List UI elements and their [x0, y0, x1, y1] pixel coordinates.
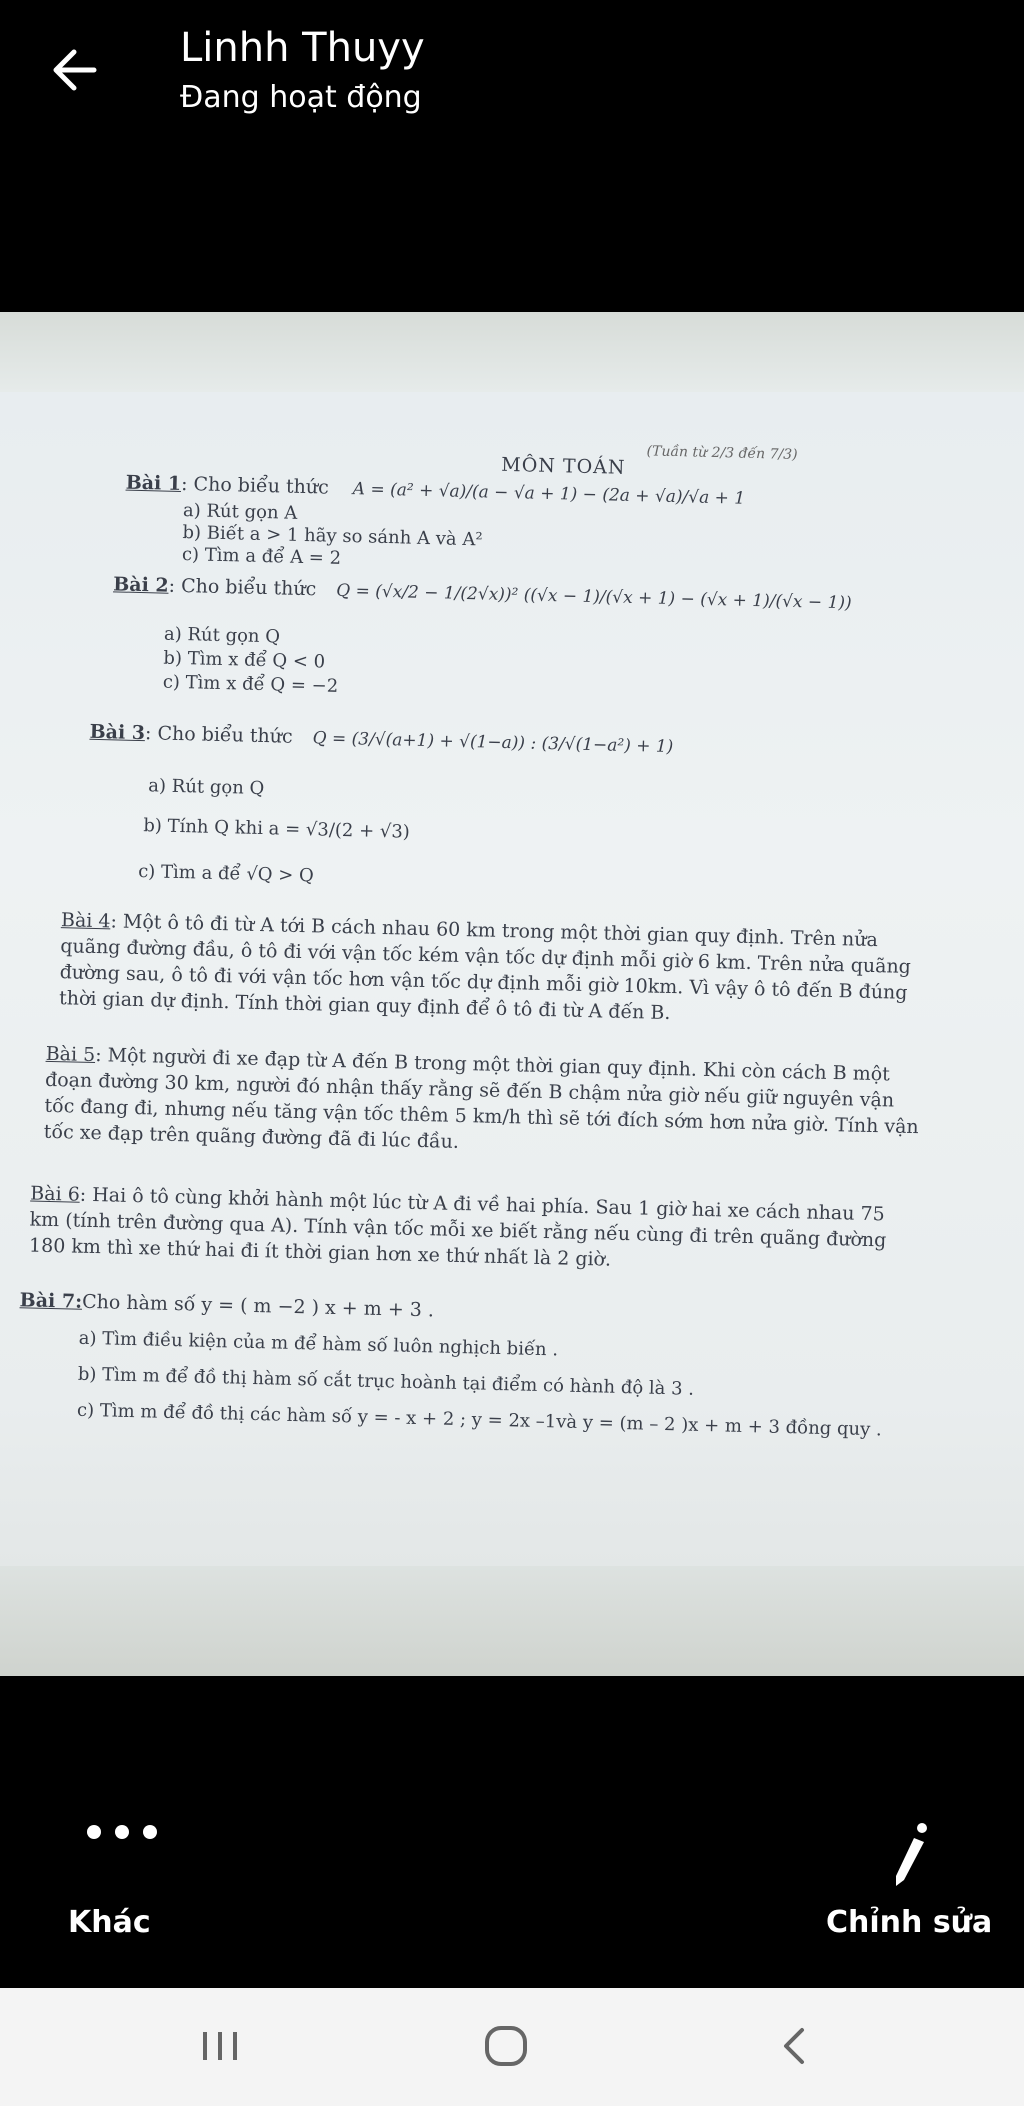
system-nav-bar — [0, 1988, 1024, 2106]
exercise-6-title: Bài 6 — [30, 1182, 81, 1206]
home-button[interactable] — [456, 2008, 556, 2084]
worksheet-page — [0, 312, 1024, 1676]
exercise-5-title: Bài 5 — [45, 1042, 96, 1067]
exercise-3 — [89, 720, 673, 759]
exercise-7 — [19, 1288, 434, 1322]
exercise-2-item-b: b) Tìm x để Q < 0 — [163, 647, 326, 673]
exercise-2-title: Bài 2 — [112, 573, 169, 597]
exercise-7-title: Bài 7: — [19, 1289, 83, 1313]
exercise-7-item-a: a) Tìm điều kiện của m để hàm số luôn nghịch biến . — [78, 1327, 559, 1361]
exercise-1-item-c: c) Tìm a để A = 2 — [181, 544, 342, 569]
exercise-2 — [113, 572, 852, 615]
exercise-6 — [29, 1180, 911, 1279]
week-note: (Tuần từ 2/3 đến 7/3) — [646, 443, 798, 464]
exercise-2-item-c: c) Tìm x để Q = −2 — [162, 671, 339, 697]
edit-label[interactable]: Chỉnh sửa — [826, 1905, 993, 1940]
chat-header — [0, 0, 1024, 140]
more-dots-icon — [82, 1820, 162, 1844]
exercise-1-item-b: b) Biết a > 1 hãy so sánh A và A² — [182, 522, 483, 551]
photo-viewer[interactable] — [0, 312, 1024, 1676]
recents-icon — [197, 2026, 243, 2066]
exercise-2-formula: Q = (√x/2 − 1/(2√x))² ((√x − 1)/(√x + 1) − (√x + 1)/(√x − 1)) — [336, 580, 852, 614]
exercise-1-title: Bài 1 — [125, 471, 182, 495]
exercise-1-intro: : Cho biểu thức — [180, 472, 330, 499]
exercise-6-text: : Hai ô tô cùng khởi hành một lúc từ A đi về hai phía. Sau 1 giờ hai xe cách nhau 75 km (tính trên đường qua A). Tính vận tốc mỗi xe biết rằng nếu cùng đi trên quãng đường 180 km thì xe thứ hai đi ít thời gian hơn xe thứ nhất là 2 giờ. — [28, 1183, 887, 1271]
exercise-3-item-c: c) Tìm a để √Q > Q — [137, 861, 315, 887]
exercise-7-item-b: b) Tìm m để đồ thị hàm số cắt trục hoành tại điểm có hành độ là 3 . — [77, 1363, 695, 1400]
paper-bottom-edge — [0, 1566, 1024, 1676]
exercise-3-item-a: a) Rút gọn Q — [148, 775, 265, 800]
exercise-7-intro: Cho hàm số y = ( m −2 ) x + m + 3 . — [81, 1290, 435, 1322]
exercise-3-formula: Q = (3/√(a+1) + √(1−a)) : (3/√(1−a²) + 1) — [312, 728, 674, 758]
recents-button[interactable] — [170, 2008, 270, 2084]
exercise-5-text: : Một người đi xe đạp từ A đến B trong một thời gian quy định. Khi còn cách B một đoạn đường 30 km, người đó nhận thấy rằng sẽ đến B chậm nửa giờ nếu giữ nguyên vận tốc đang đi, nhưng nếu tăng vận tốc thêm 5 km/h thì sẽ tới đích sớm hơn nửa giờ. Tính vận tốc xe đạp trên quãng đường đã đi lúc đầu. — [43, 1044, 919, 1153]
subject-title: MÔN TOÁN — [500, 453, 626, 479]
exercise-3-item-b: b) Tính Q khi a = √3/(2 + √3) — [143, 815, 411, 843]
exercise-2-intro: : Cho biểu thức — [168, 574, 317, 601]
exercise-7-item-c: c) Tìm m để đồ thị các hàm số y = - x + 2 ; y = 2x –1và y = (m – 2 )x + m + 3 đồng quy . — [76, 1399, 883, 1441]
exercise-3-title: Bài 3 — [89, 720, 146, 745]
exercise-1-item-a: a) Rút gọn A — [182, 500, 298, 524]
pen-icon[interactable] — [890, 1822, 930, 1888]
exercise-1-formula: A = (a² + √a)/(a − √a + 1) − (2a + √a)/√a + 1 — [352, 479, 746, 509]
contact-status: Đang hoạt động — [180, 80, 422, 115]
home-icon — [481, 2024, 531, 2068]
contact-name[interactable]: Linhh Thuyy — [180, 25, 425, 71]
exercise-4-text: : Một ô tô đi từ A tới B cách nhau 60 km trong một thời gian quy định. Trên nửa quãng đường đầu, ô tô đi với vận tốc kém vận tốc dự định mỗi giờ 6 km. Trên nửa quãng đường sau, ô tô đi với vận tốc hơn vận tốc dự định mỗi giờ 10km. Vì vậy ô tô đến B đúng thời gian dự định. Tính thời gian quy định để ô tô đi từ A đến B. — [58, 910, 912, 1025]
exercise-5 — [44, 1041, 926, 1166]
nav-back-button[interactable] — [744, 2008, 844, 2084]
chevron-left-icon — [774, 2024, 814, 2068]
more-label[interactable]: Khác — [68, 1905, 151, 1940]
exercise-2-item-a: a) Rút gọn Q — [163, 623, 281, 648]
exercise-4-title: Bài 4 — [60, 909, 111, 933]
exercise-3-intro: : Cho biểu thức — [144, 722, 293, 748]
exercise-4 — [59, 907, 941, 1032]
arrow-left-icon — [44, 38, 108, 102]
back-button[interactable] — [44, 38, 108, 102]
